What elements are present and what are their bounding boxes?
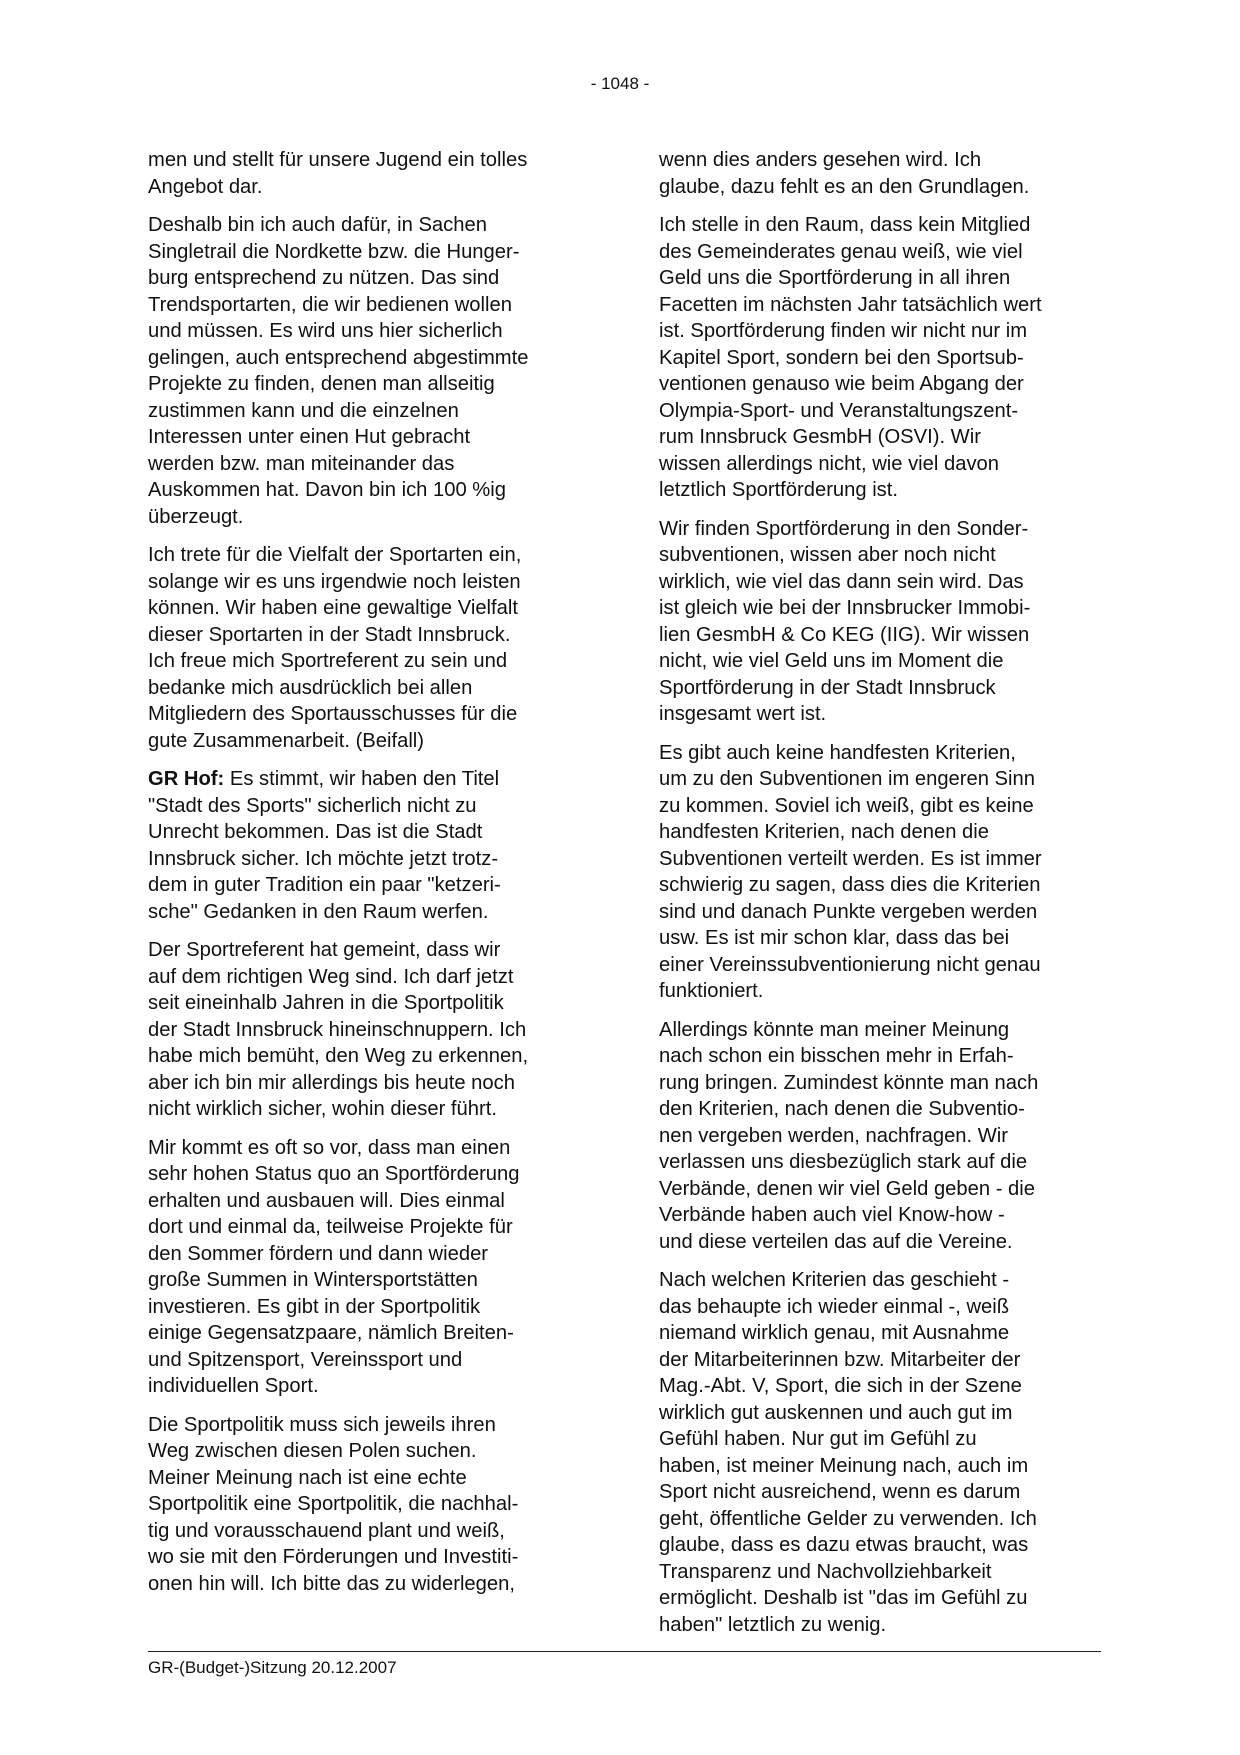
text-line: werden bzw. man miteinander das (148, 452, 455, 475)
text-line: tig und vorausschauend plant und weiß, (148, 1519, 505, 1542)
text-line: haben" letztlich zu wenig. (659, 1613, 887, 1636)
text-line: wo sie mit den Förderungen und Investiti- (148, 1546, 519, 1568)
text-line: Mag.-Abt. V, Sport, die sich in der Szene (659, 1375, 1022, 1397)
text-line: Die Sportpolitik muss sich jeweils ihren (148, 1413, 496, 1436)
text-line: des Gemeinderates genau weiß, wie viel (659, 240, 1023, 263)
paragraph (659, 1017, 1099, 1256)
text-line: Mir kommt es oft so vor, dass man einen (148, 1136, 511, 1159)
text-line: Sport nicht ausreichend, wenn es darum (659, 1481, 1021, 1503)
text-line: Projekte zu finden, denen man allseitig (148, 373, 495, 395)
text-line: um zu den Subventionen im engeren Sinn (659, 768, 1035, 790)
paragraph (148, 147, 588, 200)
text-line: glaube, dass es dazu etwas braucht, was (659, 1534, 1029, 1556)
text-line: niemand wirklich genau, mit Ausnahme (659, 1322, 1010, 1344)
paragraph (659, 740, 1099, 1005)
text-line: Sportpolitik eine Sportpolitik, die nachhal- (148, 1493, 519, 1515)
text-line: investieren. Es gibt in der Sportpolitik (148, 1295, 481, 1318)
text-line: glaube, dazu fehlt es an den Grundlagen. (659, 175, 1030, 198)
text-line: usw. Es ist mir schon klar, dass das bei (659, 927, 1010, 949)
text-line: verlassen uns diesbezüglich stark auf die (659, 1151, 1028, 1173)
text-line: subventionen, wissen aber noch nicht (659, 544, 996, 566)
paragraph (659, 212, 1099, 504)
text-line: men und stellt für unsere Jugend ein tolles (148, 149, 528, 171)
text-line: letztlich Sportförderung ist. (659, 479, 898, 501)
text-line: Innsbruck sicher. Ich möchte jetzt trotz- (148, 847, 499, 870)
speaker-name: GR Hof: (148, 768, 225, 790)
text-line: nach schon ein bisschen mehr in Erfah- (659, 1045, 1014, 1067)
text-line: große Summen in Wintersportstätten (148, 1269, 478, 1291)
paragraph (148, 212, 588, 530)
text-line: rum Innsbruck GesmbH (OSVI). Wir (659, 426, 981, 448)
text-line: sche" Gedanken in den Raum werfen. (148, 900, 489, 923)
text-line: Der Sportreferent hat gemeint, dass wir (148, 939, 501, 961)
text-line: "Stadt des Sports" sicherlich nicht zu (148, 794, 477, 817)
text-line: und diese verteilen das auf die Vereine. (659, 1230, 1013, 1253)
text-line: dort und einmal da, teilweise Projekte für (148, 1216, 513, 1238)
text-line: sind und danach Punkte vergeben werden (659, 900, 1038, 923)
text-line: wenn dies anders gesehen wird. Ich (659, 149, 982, 171)
text-line: haben, ist meiner Meinung nach, auch im (659, 1454, 1029, 1477)
text-line: Ich trete für die Vielfalt der Sportarten ein, (148, 544, 522, 566)
text-line: onen hin will. Ich bitte das zu widerlegen, (148, 1572, 515, 1595)
text-line: Gefühl haben. Nur gut im Gefühl zu (659, 1428, 977, 1450)
text-line (148, 766, 588, 793)
text-line: aber ich bin mir allerdings bis heute noch (148, 1071, 515, 1094)
text-line: individuellen Sport. (148, 1375, 319, 1397)
text-line: der Stadt Innsbruck hineinschnuppern. Ich (148, 1018, 527, 1041)
paragraph (659, 147, 1099, 200)
text-line: überzeugt. (148, 505, 244, 528)
text-line: wissen allerdings nicht, wie viel davon (659, 452, 999, 475)
text-line: Trendsportarten, die wir bedienen wollen (148, 293, 512, 316)
text-line: den Kriterien, nach denen die Subventio- (659, 1098, 1025, 1120)
text-line: Allerdings könnte man meiner Meinung (659, 1018, 1010, 1041)
text-line: Ich freue mich Sportreferent zu sein und (148, 650, 508, 672)
text-line: einige Gegensatzpaare, nämlich Breiten- (148, 1322, 514, 1344)
text-line: ventionen genauso wie beim Abgang der (659, 373, 1024, 395)
text-line: auf dem richtigen Weg sind. Ich darf jetzt (148, 965, 514, 988)
text-line: Interessen unter einen Hut gebracht (148, 426, 471, 448)
text-line: Geld uns die Sportförderung in all ihren (659, 267, 1011, 289)
text-line: burg entsprechend zu nützen. Das sind (148, 267, 500, 289)
text-line: ist gleich wie bei der Innsbrucker Immobi- (659, 597, 1031, 619)
text-line: Wir finden Sportförderung in den Sonder- (659, 517, 1029, 540)
text-line: Verbände haben auch viel Know-how - (659, 1204, 1005, 1226)
text-line: nen vergeben werden, nachfragen. Wir (659, 1124, 1009, 1147)
text-line: dem in guter Tradition ein paar "ketzeri- (148, 874, 501, 896)
text-line: habe mich bemüht, den Weg zu erkennen, (148, 1045, 529, 1067)
text-line: zu kommen. Soviel ich weiß, gibt es keine (659, 794, 1034, 817)
paragraph (148, 937, 588, 1123)
text-line: solange wir es uns irgendwie noch leisten (148, 570, 521, 593)
text-line: dieser Sportarten in der Stadt Innsbruck. (148, 623, 511, 646)
text-line: Transparenz und Nachvollziehbarkeit (659, 1560, 992, 1583)
paragraph (148, 1412, 588, 1598)
text-line: sehr hohen Status quo an Sportförderung (148, 1163, 520, 1185)
text-line: Singletrail die Nordkette bzw. die Hunger- (148, 240, 520, 263)
text-line: geht, öffentliche Gelder zu verwenden. Ich (659, 1507, 1037, 1530)
text-line: Sportförderung in der Stadt Innsbruck (659, 676, 996, 699)
page-number: - 1048 - (590, 74, 650, 93)
paragraph (148, 766, 588, 925)
text-line: der Mitarbeiterinnen bzw. Mitarbeiter der (659, 1348, 1021, 1371)
text-line: funktioniert. (659, 980, 764, 1002)
text-line: nicht wirklich sicher, wohin dieser führt. (148, 1098, 497, 1120)
text-line: nicht, wie viel Geld uns im Moment die (659, 650, 1004, 672)
text-line: ermöglicht. Deshalb ist "das im Gefühl zu (659, 1587, 1028, 1609)
text-line: insgesamt wert ist. (659, 703, 827, 725)
text-line: handfesten Kriterien, nach denen die (659, 821, 989, 843)
speech-text: Es stimmt, wir haben den Titel (224, 768, 500, 790)
text-line: Unrecht bekommen. Das ist die Stadt (148, 821, 483, 843)
text-line: wirklich, wie viel das dann sein wird. Das (659, 570, 1024, 593)
text-line: seit eineinhalb Jahren in die Sportpolitik (148, 992, 504, 1014)
text-line: erhalten und ausbauen will. Dies einmal (148, 1189, 505, 1212)
text-line: lien GesmbH & Co KEG (IIG). Wir wissen (659, 623, 1030, 646)
paragraph (148, 1135, 588, 1400)
text-line: ist. Sportförderung finden wir nicht nur im (659, 320, 1028, 342)
text-line: Meiner Meinung nach ist eine echte (148, 1466, 467, 1489)
text-line: Nach welchen Kriterien das geschieht - (659, 1269, 1010, 1291)
text-line: Verbände, denen wir viel Geld geben - die (659, 1177, 1035, 1200)
text-line: gelingen, auch entsprechend abgestimmte (148, 346, 529, 369)
text-line: gute Zusammenarbeit. (Beifall) (148, 729, 425, 752)
paragraph (148, 542, 588, 754)
paragraph (659, 1267, 1099, 1638)
text-line: den Sommer fördern und dann wieder (148, 1242, 489, 1265)
text-line: können. Wir haben eine gewaltige Vielfalt (148, 597, 518, 619)
footer-session-label: GR-(Budget-)Sitzung 20.12.2007 (148, 1658, 397, 1677)
text-line: Es gibt auch keine handfesten Kriterien, (659, 741, 1016, 764)
footer-divider (148, 1651, 1101, 1652)
text-line: Mitgliedern des Sportausschusses für die (148, 703, 518, 725)
text-line: und Spitzensport, Vereinssport und (148, 1348, 463, 1371)
text-line: Kapitel Sport, sondern bei den Sportsub- (659, 346, 1024, 369)
text-line: das behaupte ich wieder einmal -, weiß (659, 1295, 1010, 1318)
text-line: rung bringen. Zumindest könnte man nach (659, 1071, 1039, 1094)
text-line: bedanke mich ausdrücklich bei allen (148, 676, 473, 699)
text-line: Deshalb bin ich auch dafür, in Sachen (148, 214, 487, 236)
paragraph (659, 516, 1099, 728)
text-line: Ich stelle in den Raum, dass kein Mitglied (659, 214, 1031, 236)
left-column (148, 147, 588, 1609)
text-line: zustimmen kann und die einzelnen (148, 399, 459, 422)
text-line: wirklich gut auskennen und auch gut im (659, 1401, 1013, 1424)
text-line: Facetten im nächsten Jahr tatsächlich wert (659, 293, 1042, 316)
text-line: Subventionen verteilt werden. Es ist immer (659, 847, 1042, 870)
text-line: Angebot dar. (148, 175, 263, 198)
text-line: Olympia-Sport- und Veranstaltungszent- (659, 399, 1019, 422)
text-line: und müssen. Es wird uns hier sicherlich (148, 320, 503, 342)
text-line: Weg zwischen diesen Polen suchen. (148, 1440, 477, 1462)
right-column (659, 147, 1099, 1650)
text-line: schwierig zu sagen, dass dies die Kriterien (659, 874, 1041, 896)
text-line: einer Vereinssubventionierung nicht genau (659, 953, 1041, 976)
text-line: Auskommen hat. Davon bin ich 100 %ig (148, 479, 506, 501)
